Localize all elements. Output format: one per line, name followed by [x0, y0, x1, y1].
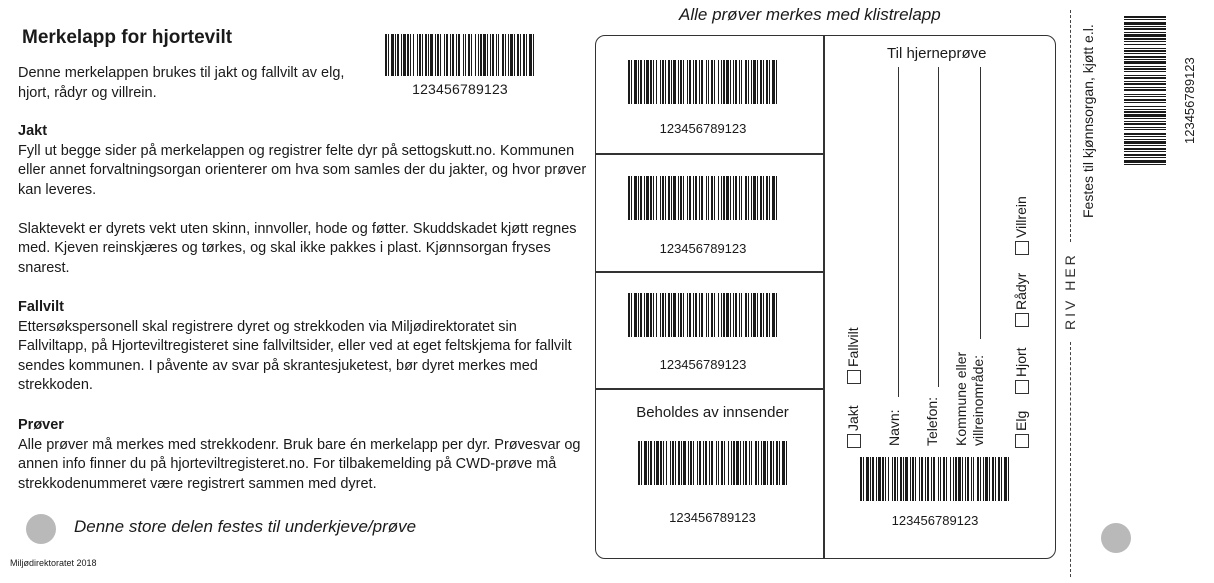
- villrein-label: Villrein: [1013, 196, 1029, 238]
- hjort-label: Hjort: [1013, 347, 1029, 377]
- barcode-number: 123456789123: [659, 121, 747, 136]
- sticker-header: Alle prøver merkes med klistrelapp: [679, 5, 941, 24]
- tear-line[interactable]: [1070, 10, 1071, 242]
- barcode-number: 123456789123: [412, 81, 508, 97]
- checkbox-box[interactable]: [1015, 380, 1029, 394]
- sticker-divider: [823, 36, 825, 558]
- villrein-checkbox[interactable]: [1013, 196, 1029, 255]
- section-jakt: [18, 122, 588, 278]
- barcode-image: [860, 457, 1010, 501]
- barcode-image: [385, 34, 535, 76]
- checkbox-box[interactable]: [1015, 434, 1029, 448]
- barcode-number: 123456789123: [659, 241, 747, 256]
- page-title: Merkelapp for hjortevilt: [22, 27, 233, 48]
- tear-line[interactable]: [1070, 342, 1071, 577]
- side-label: Festes til kjønnsorgan, kjøtt e.l.: [1080, 24, 1096, 218]
- section-heading: Prøver: [18, 417, 64, 433]
- section-paragraph: Ettersøkspersonell skal registrere dyret og strekkoden via Miljødirektoratet sin Fallviltapp, på Hjorteviltregisteret sine fallviltsider, eller ved at eget feltskjema for fallvilt sendes kommunen. I påvente av svar på skrantesjuketest, bør dyret merkes med strekkoden.: [18, 318, 572, 393]
- kommune-label-2: villreinområde:: [970, 354, 986, 446]
- elg-label: Elg: [1013, 410, 1029, 431]
- bottom-note: Denne store delen festes til underkjeve/prøve: [74, 517, 417, 536]
- section-heading: Fallvilt: [18, 299, 64, 315]
- checkbox-box[interactable]: [1015, 313, 1029, 327]
- barcode-image: [638, 441, 788, 485]
- sticker-divider: [596, 388, 823, 390]
- name-line: [898, 67, 899, 397]
- sticker-label-keep[interactable]: [610, 404, 815, 525]
- checkbox-box[interactable]: [847, 370, 861, 384]
- keep-label: Beholdes av innsender: [636, 404, 789, 421]
- jakt-checkbox[interactable]: [845, 405, 861, 448]
- attach-dot-icon: [26, 514, 56, 544]
- sticker-divider: [596, 153, 823, 155]
- checkbox-box[interactable]: [1015, 241, 1029, 255]
- section-paragraph: Fyll ut begge sider på merkelappen og registrer felte dyr på settogskutt.no. Kommunen eller annet forvaltningsorgan orienterer om hva som samles der du jakter, og hvor prøver kan leveres.: [18, 142, 587, 198]
- side-barcode-image: [1124, 16, 1166, 168]
- radyr-checkbox[interactable]: [1013, 273, 1029, 327]
- barcode-number: 123456789123: [659, 357, 747, 372]
- elg-checkbox[interactable]: [1013, 411, 1029, 448]
- tear-label: RIV HER: [1062, 252, 1078, 330]
- top-barcode: [385, 34, 535, 97]
- municipality-line: [980, 67, 981, 339]
- section-heading: Jakt: [18, 123, 48, 139]
- jakt-label: Jakt: [845, 405, 861, 431]
- barcode-number: 123456789123: [669, 510, 756, 525]
- side-barcode-number: 123456789123: [1182, 57, 1197, 144]
- attach-dot-icon: [1101, 523, 1131, 553]
- fallvilt-label: Fallvilt: [845, 327, 861, 367]
- fallvilt-checkbox[interactable]: [845, 327, 861, 384]
- section-paragraph: Alle prøver må merkes med strekkodenr. Bruk bare én merkelapp per dyr. Prøvesvar og annen info finner du på hjorteviltregisteret.no. For tilbakemelding på CWD-prøve må strekkodenummeret være registrert sammen med dyret.: [18, 436, 581, 492]
- sticker-label-2[interactable]: [628, 176, 778, 256]
- radyr-label: Rådyr: [1013, 272, 1029, 310]
- barcode-image: [628, 176, 778, 220]
- section-prover: [18, 416, 588, 494]
- barcode-number: 123456789123: [891, 513, 979, 528]
- sticker-label-3[interactable]: [628, 293, 778, 372]
- sticker-label-1[interactable]: [628, 60, 778, 136]
- navn-label: Navn:: [886, 409, 902, 446]
- sticker-divider: [596, 271, 823, 273]
- checkbox-box[interactable]: [847, 434, 861, 448]
- intro-text: Denne merkelappen brukes til jakt og fallvilt av elg, hjort, rådyr og villrein.: [18, 65, 345, 101]
- brain-label: Til hjerneprøve: [887, 45, 987, 62]
- barcode-image: [628, 293, 778, 337]
- telefon-label: Telefon:: [924, 396, 940, 446]
- section-paragraph: Slaktevekt er dyrets vekt uten skinn, innvoller, hode og føtter. Skuddskadet kjøtt regnes med. Kjeven reinskjæres og tørkes, og skal ikke pakkes i plast. Kjønnsorgan fryses snarest.: [18, 220, 577, 276]
- phone-line: [938, 67, 939, 387]
- barcode-image: [628, 60, 778, 104]
- hjort-checkbox[interactable]: [1013, 347, 1029, 394]
- section-fallvilt: [18, 298, 588, 396]
- kommune-label-1: Kommune eller: [953, 351, 969, 446]
- footer-credit: Miljødirektoratet 2018: [10, 558, 97, 568]
- brain-barcode: [860, 457, 1010, 528]
